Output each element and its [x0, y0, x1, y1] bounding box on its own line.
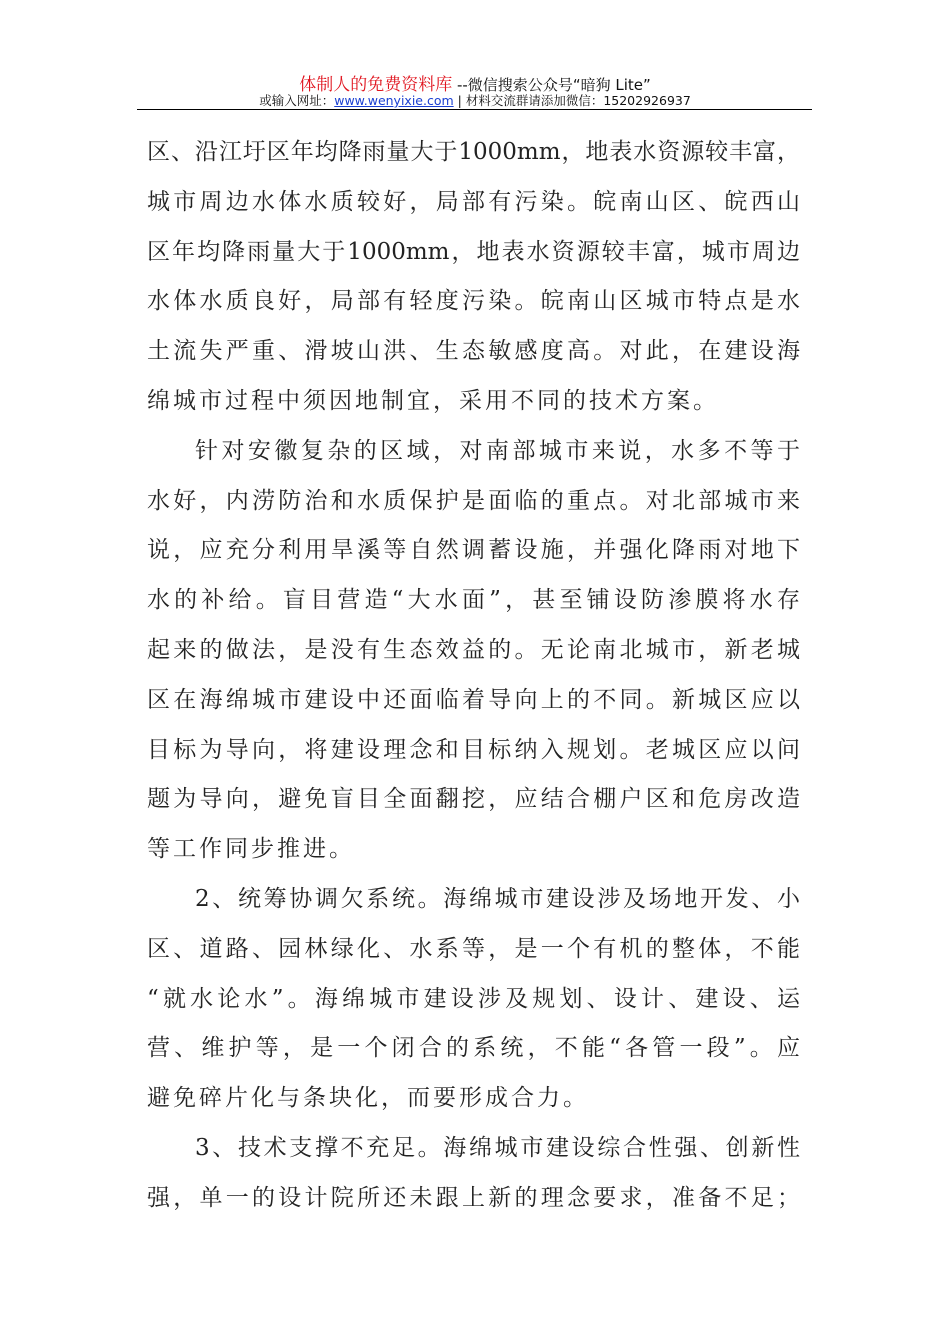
- text-line: 绵城市过程中须因地制宜，采用不同的技术方案。: [147, 387, 719, 414]
- text-line: 水体水质良好，局部有轻度污染。皖南山区城市特点是水: [147, 288, 800, 315]
- text-line: 起来的做法，是没有生态效益的。无论南北城市，新老城: [147, 636, 800, 663]
- text-line: 等工作同步推进。: [147, 836, 355, 863]
- text-line: 题为导向，避免盲目全面翻挖，应结合棚户区和危房改造: [147, 786, 800, 813]
- text-line: 区在海绵城市建设中还面临着导向上的不同。新城区应以: [147, 686, 800, 713]
- text-line: 3、技术支撑不充足。海绵城市建设综合性强、创新性: [195, 1134, 800, 1161]
- text-line: 营、维护等，是一个闭合的系统，不能“各管一段”。应: [147, 1035, 800, 1062]
- website-link[interactable]: www.wenyixie.com: [334, 93, 454, 108]
- document-body: [147, 134, 800, 1230]
- text-line: 2、统筹协调欠系统。海绵城市建设涉及场地开发、小: [195, 885, 800, 912]
- contact-text: | 材料交流群请添加微信：15202926937: [453, 93, 691, 108]
- text-line: 城市周边水体水质较好，局部有污染。皖南山区、皖西山: [147, 188, 800, 215]
- text-line: 目标为导向，将建设理念和目标纳入规划。老城区应以问: [147, 736, 800, 763]
- text-line: 避免碎片化与条块化，而要形成合力。: [147, 1085, 589, 1112]
- text-line: 针对安徽复杂的区域，对南部城市来说，水多不等于: [195, 437, 800, 464]
- tagline: --微信搜索公众号“暗狗 Lite”: [452, 76, 651, 94]
- text-line: “就水论水”。海绵城市建设涉及规划、设计、建设、运: [147, 985, 800, 1012]
- text-line: 水好，内涝防治和水质保护是面临的重点。对北部城市来: [147, 487, 800, 514]
- text-line: 区年均降雨量大于1000mm，地表水资源较丰富，城市周边: [147, 238, 800, 265]
- header-line-2: [0, 91, 950, 109]
- url-prefix: 或输入网址：: [259, 93, 335, 108]
- brand-title: 体制人的免费资料库: [299, 75, 453, 95]
- header-divider: [137, 109, 812, 110]
- text-line: 区、沿江圩区年均降雨量大于1000mm，地表水资源较丰富，: [147, 139, 800, 165]
- text-line: 土流失严重、滑坡山洪、生态敏感度高。对此，在建设海: [147, 338, 800, 365]
- text-line: 说，应充分利用旱溪等自然调蓄设施，并强化降雨对地下: [147, 537, 800, 564]
- text-line: 区、道路、园林绿化、水系等，是一个有机的整体，不能: [147, 935, 800, 962]
- text-line: 强，单一的设计院所还未跟上新的理念要求，准备不足；: [147, 1184, 800, 1211]
- text-line: 水的补给。盲目营造“大水面”，甚至铺设防渗膜将水存: [147, 587, 800, 614]
